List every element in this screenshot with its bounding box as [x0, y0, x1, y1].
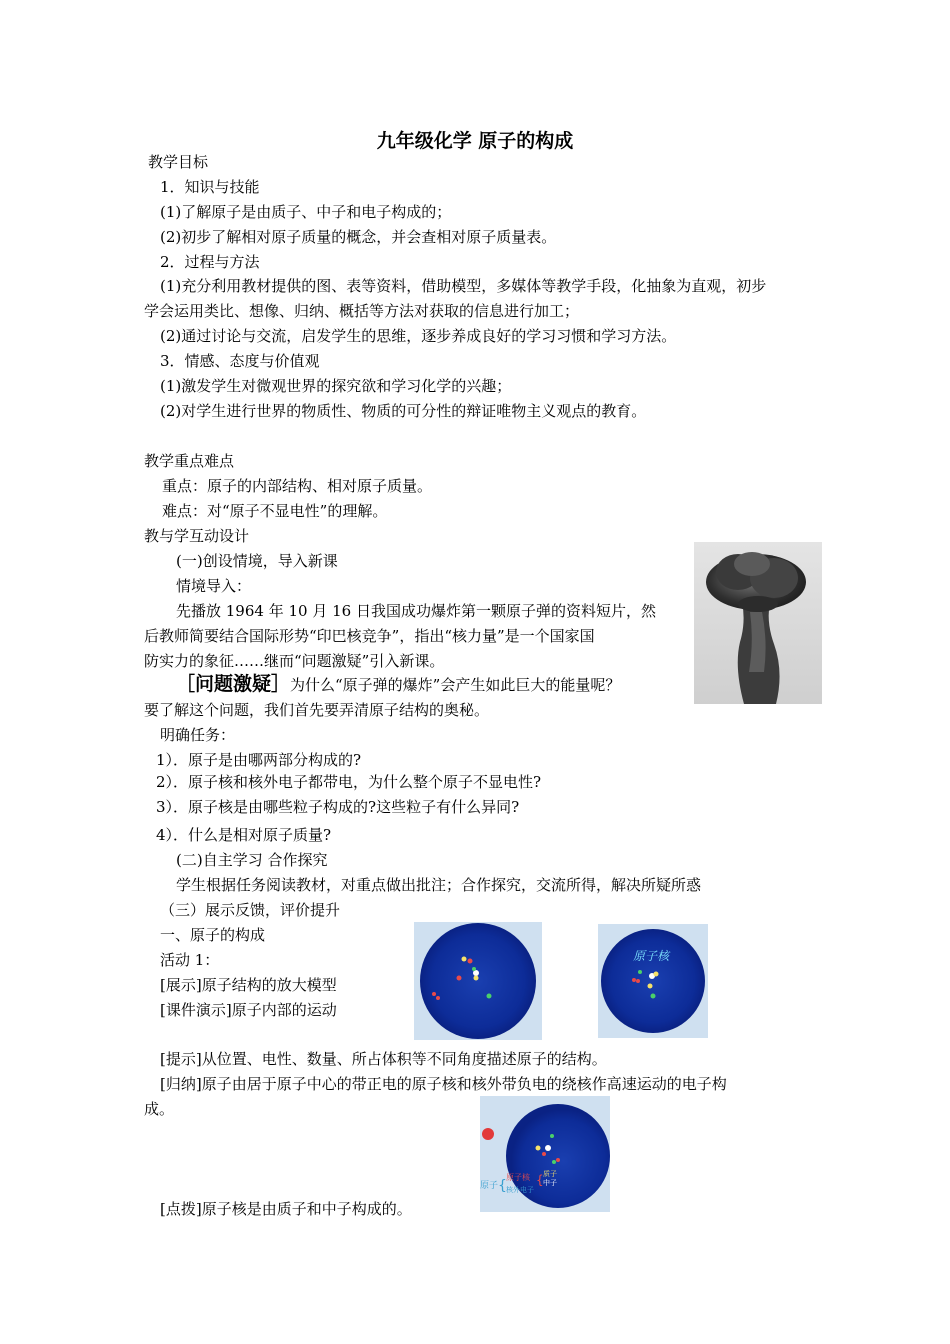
text-line: (2)对学生进行世界的物质性、物质的可分性的辩证唯物主义观点的教育。	[160, 402, 647, 420]
task-item: 4）．什么是相对原子质量?	[156, 826, 332, 844]
text-line: 先播放 1964 年 10 月 16 日我国成功爆炸第一颗原子弹的资料短片，然	[176, 602, 656, 620]
text-line: (1)激发学生对微观世界的探究欲和学习化学的兴趣；	[160, 377, 512, 395]
mushroom-cloud-photo	[694, 542, 822, 704]
text-line: (2)通过讨论与交流，启发学生的思维，逐步养成良好的学习习惯和学习方法。	[160, 327, 677, 345]
text-line: 重点：原子的内部结构、相对原子质量。	[162, 477, 433, 495]
text-line: 学生根据任务阅读教材，对重点做出批注；合作探究，交流所得，解决所疑所惑	[176, 876, 702, 894]
text-line: [展示]原子结构的放大模型	[160, 976, 337, 994]
text-line: 1．知识与技能	[160, 178, 260, 196]
text-line: 一、原子的构成	[160, 926, 266, 944]
text-line: 后教师简要结合国际形势“印巴核竞争”，指出“核力量”是一个国家国	[144, 627, 595, 645]
text-line: [点拨]原子核是由质子和中子构成的。	[160, 1200, 412, 1218]
heading-objectives: 教学目标	[148, 153, 209, 171]
text-line: 难点：对“原子不显电性”的理解。	[162, 502, 388, 520]
text-line: (一)创设情境，导入新课	[176, 552, 338, 570]
question-tag: ［问题激疑］	[176, 673, 291, 695]
atom-model-image-3	[480, 1096, 610, 1212]
text-line: 要了解这个问题，我们首先要弄清原子结构的奥秘。	[144, 701, 490, 719]
proton-label: 质子	[543, 1170, 557, 1178]
task-item: 2）．原子核和核外电子都带电，为什么整个原子不显电性?	[156, 773, 542, 791]
nucleus-label: 原子核	[633, 949, 670, 963]
task-item: 3）．原子核是由哪些粒子构成的?这些粒子有什么异同?	[156, 798, 520, 816]
text-line: [课件演示]原子内部的运动	[160, 1001, 337, 1019]
text-line: 情境导入：	[176, 577, 252, 595]
text-line: 3．情感、态度与价值观	[160, 352, 320, 370]
text-line: 成。	[144, 1100, 175, 1118]
question-line	[176, 674, 620, 695]
nucleus-label-small: 原子核	[506, 1173, 530, 1182]
text-line: 防实力的象征……继而“问题激疑”引入新课。	[144, 652, 445, 670]
text-line: [提示]从位置、电性、数量、所占体积等不同角度描述原子的结构。	[160, 1050, 607, 1068]
brace-icon: {	[536, 1173, 544, 1187]
text-line: [归纳]原子由居于原子中心的带正电的原子核和核外带负电的绕核作高速运动的电子构	[160, 1075, 727, 1093]
atom-model-image-2	[598, 924, 708, 1038]
atom-model-image-1	[414, 922, 542, 1040]
text-line: (1)了解原子是由质子、中子和电子构成的；	[160, 203, 452, 221]
task-item: 1）．原子是由哪两部分构成的?	[156, 751, 362, 769]
text-line: (二)自主学习 合作探究	[176, 851, 328, 869]
brace-icon: {	[498, 1178, 507, 1194]
neutron-label: 中子	[543, 1179, 557, 1187]
page-title: 九年级化学 原子的构成	[376, 130, 574, 152]
text-line: 2．过程与方法	[160, 253, 260, 271]
text-line: (2)初步了解相对原子质量的概念，并会查相对原子质量表。	[160, 228, 557, 246]
text-line: （三）展示反馈，评价提升	[160, 901, 341, 919]
heading-interaction: 教与学互动设计	[144, 527, 250, 545]
text-line: (1)充分利用教材提供的图、表等资料，借助模型，多媒体等教学手段，化抽象为直观，初步	[160, 277, 767, 295]
heading-key-points: 教学重点难点	[144, 452, 235, 470]
text-line: 明确任务：	[160, 726, 236, 744]
atom-label: 原子	[480, 1181, 499, 1191]
electron-label: 核外电子	[506, 1186, 534, 1194]
text-line: 学会运用类比、想像、归纳、概括等方法对获取的信息进行加工；	[144, 302, 580, 320]
question-text: 为什么“原子弹的爆炸”会产生如此巨大的能量呢？	[290, 676, 621, 694]
text-line: 活动 1：	[160, 951, 220, 969]
